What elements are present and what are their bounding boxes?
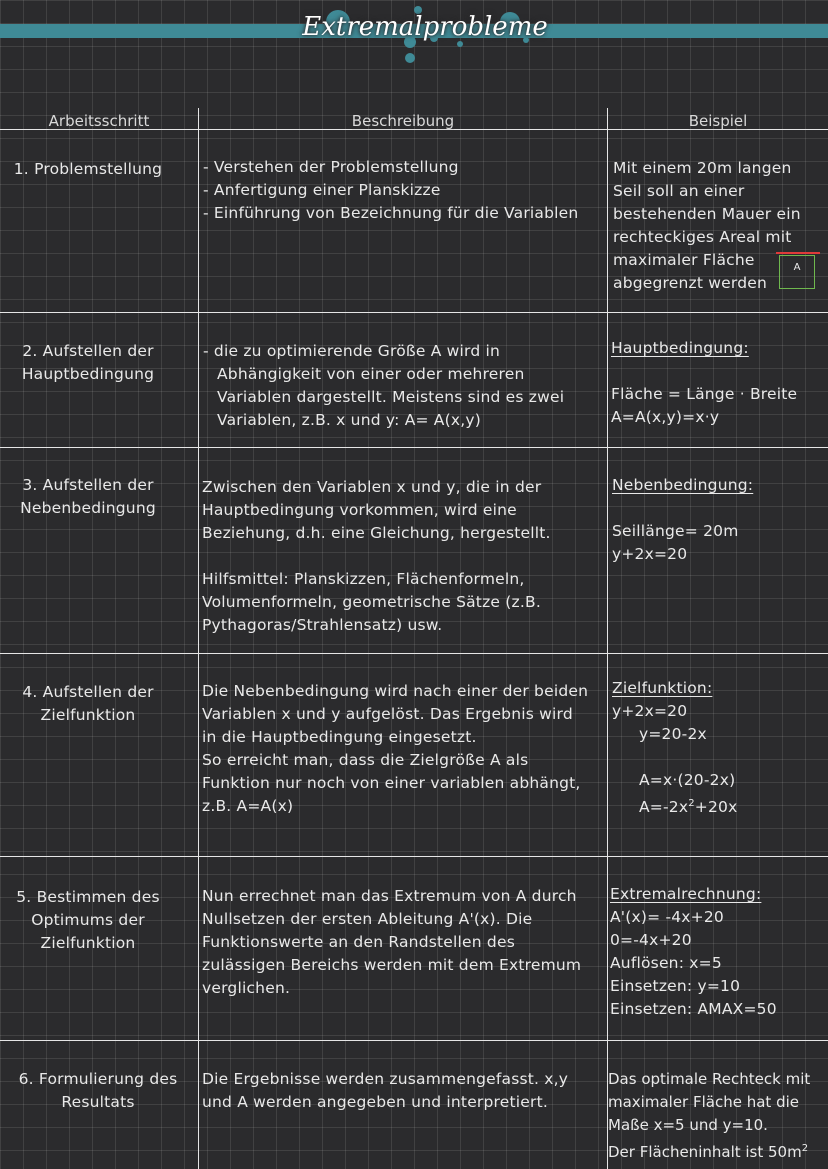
example-line: 0=-4x+20 — [610, 931, 692, 949]
column-divider — [198, 108, 199, 1169]
step-cell — [0, 886, 176, 955]
example-cell — [608, 1068, 828, 1164]
example-line: $A=-2x^2+20x$ — [639, 798, 738, 817]
step-cell — [0, 474, 176, 520]
row-divider — [0, 856, 828, 857]
example-line: A'(x)= -4x+20 — [610, 908, 724, 926]
step-text: 5. Bestimmen des — [16, 888, 160, 906]
row-divider — [0, 1040, 828, 1041]
description-line: Nullsetzen der ersten Ableitung A'(x). Die — [202, 910, 533, 928]
step-text: 1. Problemstellung — [13, 160, 163, 178]
step-cell — [0, 340, 176, 386]
row-divider — [0, 447, 828, 448]
example-heading: Zielfunktion: — [612, 679, 713, 697]
example-line: Einsetzen: AMAX=50 — [610, 1000, 777, 1018]
area-sketch-label: A — [793, 262, 801, 273]
step-text: Nebenbedingung — [20, 499, 156, 517]
description-line: und A werden angegeben und interpretiert. — [202, 1093, 549, 1111]
description-cell — [202, 1068, 604, 1114]
step-text: 6. Formulierung des — [18, 1070, 178, 1088]
description-line: - Anfertigung einer Planskizze — [203, 181, 441, 199]
description-line: Variablen dargestellt. Meistens sind es zwei — [217, 388, 565, 406]
example-line: y=20-2x — [639, 725, 707, 743]
example-line: maximaler Fläche — [613, 251, 755, 269]
page-title: Extremalprobleme — [302, 12, 548, 42]
description-line: Variablen x und y aufgelöst. Das Ergebnis wird — [202, 705, 573, 723]
example-line: Einsetzen: y=10 — [610, 977, 741, 995]
step-cell — [0, 681, 176, 727]
example-line: Seil soll an einer — [613, 182, 745, 200]
example-line: Der Flächeninhalt ist $50m^2$ — [608, 1143, 809, 1161]
example-line: y+2x=20 — [612, 702, 688, 720]
example-cell — [612, 677, 825, 819]
step-text: 3. Aufstellen der — [22, 476, 154, 494]
example-line: bestehenden Mauer ein — [613, 205, 801, 223]
example-line: Mit einem 20m langen — [613, 159, 792, 177]
description-line: Zwischen den Variablen x und y, die in der — [202, 478, 542, 496]
description-line: verglichen. — [202, 979, 291, 997]
description-line: Die Nebenbedingung wird nach einer der beiden — [202, 682, 589, 700]
example-heading: Hauptbedingung: — [611, 339, 749, 357]
description-line: zulässigen Bereichs werden mit dem Extremum — [202, 956, 582, 974]
description-cell — [203, 156, 603, 225]
description-line: z.B. A=A(x) — [202, 797, 294, 815]
description-line: Variablen, z.B. x und y: A= A(x,y) — [217, 411, 481, 429]
example-cell — [610, 883, 825, 1021]
description-line: - die zu optimierende Größe A wird in — [203, 342, 501, 360]
description-cell — [202, 476, 604, 637]
step-cell — [0, 158, 176, 181]
example-line: Fläche = Länge · Breite — [611, 385, 798, 403]
example-cell — [612, 474, 825, 566]
column-divider — [607, 108, 608, 1169]
example-line: Auflösen: x=5 — [610, 954, 722, 972]
description-line: - Verstehen der Problemstellung — [203, 158, 459, 176]
row-divider — [0, 653, 828, 654]
example-line: Das optimale Rechteck mit — [608, 1070, 811, 1088]
description-line: - Einführung von Bezeichnung für die Variablen — [203, 204, 579, 222]
example-line: maximaler Fläche hat die — [608, 1093, 799, 1111]
step-text: 4. Aufstellen der — [22, 683, 154, 701]
description-cell — [202, 680, 604, 818]
description-line: Beziehung, d.h. eine Gleichung, hergestellt. — [202, 524, 551, 542]
example-line: rechteckiges Areal mit — [613, 228, 792, 246]
example-line: Maße x=5 und y=10. — [608, 1116, 768, 1134]
description-line: So erreicht man, dass die Zielgröße A als — [202, 751, 529, 769]
step-text: Zielfunktion — [40, 706, 136, 724]
description-line: Hauptbedingung vorkommen, wird eine — [202, 501, 517, 519]
step-text: Resultats — [61, 1093, 135, 1111]
example-line: Seillänge= 20m — [612, 522, 739, 540]
example-line: A=x·(20-2x) — [639, 771, 736, 789]
step-text: Hauptbedingung — [21, 365, 155, 383]
description-line: Volumenformeln, geometrische Sätze (z.B. — [202, 593, 541, 611]
description-cell — [203, 340, 603, 432]
header-arbeitsschritt: Arbeitsschritt — [48, 112, 150, 130]
description-line: Funktion nur noch von einer variablen abhängt, — [202, 774, 581, 792]
description-line: Hilfsmittel: Planskizzen, Flächenformeln, — [202, 570, 525, 588]
area-sketch — [779, 255, 815, 289]
description-line: Die Ergebnisse werden zusammengefasst. x,y — [202, 1070, 569, 1088]
description-line: in die Hauptbedingung eingesetzt. — [202, 728, 477, 746]
example-heading: Extremalrechnung: — [610, 885, 762, 903]
example-cell — [611, 337, 825, 429]
example-heading: Nebenbedingung: — [612, 476, 754, 494]
header-beispiel: Beispiel — [688, 112, 748, 130]
description-line: Nun errechnet man das Extremum von A durch — [202, 887, 577, 905]
example-line: A=A(x,y)=x·y — [611, 408, 720, 426]
step-text: 2. Aufstellen der — [22, 342, 154, 360]
step-cell — [0, 1068, 196, 1114]
wall-line — [776, 252, 820, 254]
description-line: Abhängigkeit von einer oder mehreren — [217, 365, 525, 383]
description-line: Pythagoras/Strahlensatz) usw. — [202, 616, 443, 634]
title-decoration — [300, 0, 550, 70]
header-beschreibung: Beschreibung — [351, 112, 455, 130]
step-text: Optimums der — [31, 911, 145, 929]
description-cell — [202, 885, 604, 1000]
row-divider — [0, 312, 828, 313]
example-line: y+2x=20 — [612, 545, 688, 563]
step-text: Zielfunktion — [40, 934, 136, 952]
example-line: abgegrenzt werden — [613, 274, 767, 292]
description-line: Funktionswerte an den Randstellen des — [202, 933, 515, 951]
